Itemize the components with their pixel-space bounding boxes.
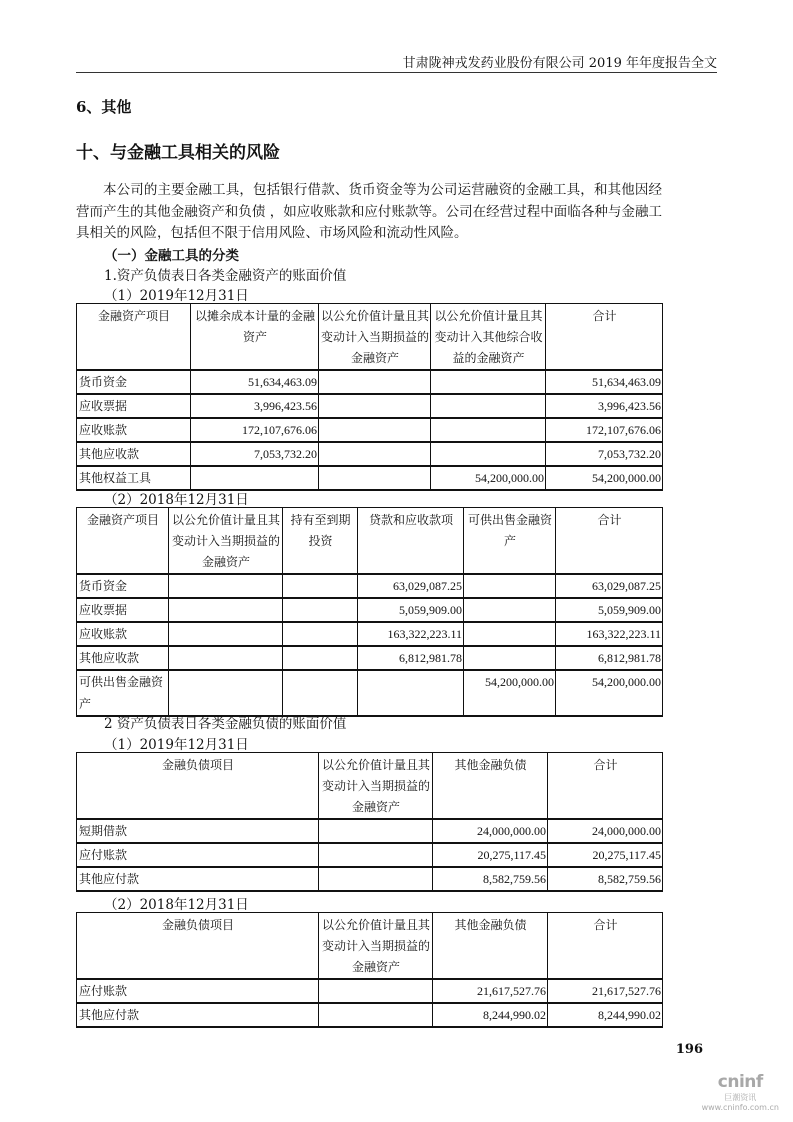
row-label: 应收账款 <box>77 418 191 442</box>
section-10-heading: 十、与金融工具相关的风险 <box>76 143 280 163</box>
cell-value <box>431 370 546 394</box>
cell-value: 6,812,981.78 <box>556 646 663 670</box>
table-row <box>77 867 663 891</box>
subheading-assets: 1.资产负债表日各类金融资产的账面价值 <box>104 268 347 284</box>
table-row <box>77 843 663 867</box>
cell-value: 51,634,463.09 <box>191 370 319 394</box>
cell-value <box>319 394 431 418</box>
table-row <box>77 622 663 646</box>
table-caption: （1）2019年12月31日 <box>104 737 249 753</box>
row-label: 其他应付款 <box>77 867 319 891</box>
row-label: 应付账款 <box>77 979 319 1003</box>
cell-value: 8,582,759.56 <box>433 867 548 891</box>
cell-value: 20,275,117.45 <box>548 843 663 867</box>
page-number: 196 <box>675 1042 703 1057</box>
cell-value: 172,107,676.06 <box>546 418 663 442</box>
cell-value <box>464 646 556 670</box>
table-row <box>77 418 663 442</box>
cell-value: 8,244,990.02 <box>548 1003 663 1027</box>
cell-value <box>319 867 433 891</box>
cell-value: 163,322,223.11 <box>358 622 464 646</box>
cell-value: 172,107,676.06 <box>191 418 319 442</box>
assets-2019-table <box>76 303 663 491</box>
cell-value <box>283 574 358 598</box>
section-6-heading: 6、其他 <box>76 98 132 116</box>
column-header: 合计 <box>548 753 663 820</box>
row-label: 应付账款 <box>77 843 319 867</box>
cell-value <box>319 979 433 1003</box>
row-label: 应收票据 <box>77 598 169 622</box>
cell-value <box>169 574 283 598</box>
column-header: 以公允价值计量且其变动计入当期损益的金融资产 <box>169 508 283 575</box>
row-label: 其他应收款 <box>77 646 169 670</box>
column-header: 以公允价值计量且其变动计入其他综合收益的金融资产 <box>431 304 546 371</box>
table-row <box>77 442 663 466</box>
liabilities-2019-table <box>76 752 663 892</box>
table-caption: （1）2019年12月31日 <box>104 288 249 304</box>
subheading-liabilities: 2 资产负债表日各类金融负债的账面价值 <box>104 716 347 732</box>
cell-value <box>319 418 431 442</box>
liabilities-2018-table <box>76 912 663 1028</box>
cell-value: 54,200,000.00 <box>464 670 556 716</box>
cell-value <box>283 598 358 622</box>
cell-value <box>319 370 431 394</box>
table-row <box>77 979 663 1003</box>
cell-value <box>169 646 283 670</box>
cell-value <box>464 598 556 622</box>
cell-value <box>283 670 358 716</box>
cell-value <box>319 819 433 843</box>
row-label: 货币资金 <box>77 370 191 394</box>
logo-brand: cninf <box>717 1072 763 1092</box>
table-header-row <box>77 508 663 575</box>
row-label: 短期借款 <box>77 819 319 843</box>
table-caption: （2）2018年12月31日 <box>104 492 249 508</box>
table-header-row <box>77 304 663 371</box>
cell-value: 8,582,759.56 <box>548 867 663 891</box>
cell-value: 24,000,000.00 <box>433 819 548 843</box>
logo-url: www.cninfo.com.cn <box>701 1103 779 1112</box>
cell-value <box>431 394 546 418</box>
logo-cn: 巨潮资讯 <box>724 1093 757 1102</box>
column-header: 金融资产项目 <box>77 304 191 371</box>
table-row <box>77 574 663 598</box>
table-caption: （2）2018年12月31日 <box>104 897 249 913</box>
table-row <box>77 646 663 670</box>
column-header: 合计 <box>546 304 663 371</box>
cell-value: 8,244,990.02 <box>433 1003 548 1027</box>
cell-value: 51,634,463.09 <box>546 370 663 394</box>
cell-value: 3,996,423.56 <box>191 394 319 418</box>
cell-value <box>358 670 464 716</box>
cell-value <box>169 670 283 716</box>
cell-value: 63,029,087.25 <box>358 574 464 598</box>
row-label: 货币资金 <box>77 574 169 598</box>
row-label: 可供出售金融资产 <box>77 670 169 716</box>
table-row <box>77 466 663 490</box>
intro-paragraph: 本公司的主要金融工具，包括银行借款、货币资金等为公司运营融资的金融工具，和其他因经营而产生的其他金融资产和负债 ，如应收账款和应付账款等。公司在经营过程中面临各种与金融工具相关的风险，包括但不限于信用风险、市场风险和流动性风险。 <box>76 182 662 241</box>
cell-value <box>431 442 546 466</box>
table-row <box>77 394 663 418</box>
cell-value: 54,200,000.00 <box>556 670 663 716</box>
column-header: 以公允价值计量且其变动计入当期损益的金融资产 <box>319 913 433 980</box>
cell-value: 5,059,909.00 <box>556 598 663 622</box>
cell-value <box>283 646 358 670</box>
cell-value <box>319 466 431 490</box>
cell-value <box>431 418 546 442</box>
cell-value: 63,029,087.25 <box>556 574 663 598</box>
cell-value: 24,000,000.00 <box>548 819 663 843</box>
column-header: 持有至到期投资 <box>283 508 358 575</box>
cell-value <box>169 598 283 622</box>
report-header-title: 甘肃陇神戎发药业股份有限公司 2019 年年度报告全文 <box>402 56 717 71</box>
row-label: 应收账款 <box>77 622 169 646</box>
cell-value: 7,053,732.20 <box>546 442 663 466</box>
cell-value: 21,617,527.76 <box>433 979 548 1003</box>
table-row <box>77 670 663 716</box>
cell-value: 163,322,223.11 <box>556 622 663 646</box>
cell-value: 7,053,732.20 <box>191 442 319 466</box>
cell-value <box>191 466 319 490</box>
cninfo-logo <box>702 1072 779 1112</box>
column-header: 贷款和应收款项 <box>358 508 464 575</box>
table-row <box>77 819 663 843</box>
column-header: 合计 <box>556 508 663 575</box>
cell-value: 21,617,527.76 <box>548 979 663 1003</box>
cell-value <box>319 1003 433 1027</box>
column-header: 合计 <box>548 913 663 980</box>
cell-value: 54,200,000.00 <box>546 466 663 490</box>
table-header-row <box>77 753 663 820</box>
cell-value: 54,200,000.00 <box>431 466 546 490</box>
row-label: 其他权益工具 <box>77 466 191 490</box>
cell-value: 5,059,909.00 <box>358 598 464 622</box>
cell-value <box>464 574 556 598</box>
cell-value <box>169 622 283 646</box>
column-header: 可供出售金融资产 <box>464 508 556 575</box>
table-row <box>77 598 663 622</box>
column-header: 以公允价值计量且其变动计入当期损益的金融资产 <box>319 753 433 820</box>
cell-value <box>319 442 431 466</box>
table-row <box>77 370 663 394</box>
table-row <box>77 1003 663 1027</box>
cell-value <box>464 622 556 646</box>
column-header: 金融负债项目 <box>77 913 319 980</box>
column-header: 其他金融负债 <box>433 913 548 980</box>
row-label: 其他应收款 <box>77 442 191 466</box>
column-header: 金融资产项目 <box>77 508 169 575</box>
subheading-classification: （一）金融工具的分类 <box>104 248 239 264</box>
column-header: 其他金融负债 <box>433 753 548 820</box>
header-divider <box>76 72 717 73</box>
row-label: 其他应付款 <box>77 1003 319 1027</box>
column-header: 金融负债项目 <box>77 753 319 820</box>
cell-value: 3,996,423.56 <box>546 394 663 418</box>
row-label: 应收票据 <box>77 394 191 418</box>
column-header: 以摊余成本计量的金融资产 <box>191 304 319 371</box>
assets-2018-table <box>76 507 663 717</box>
cell-value <box>283 622 358 646</box>
column-header: 以公允价值计量且其变动计入当期损益的金融资产 <box>319 304 431 371</box>
table-header-row <box>77 913 663 980</box>
cell-value: 6,812,981.78 <box>358 646 464 670</box>
cell-value: 20,275,117.45 <box>433 843 548 867</box>
cell-value <box>319 843 433 867</box>
